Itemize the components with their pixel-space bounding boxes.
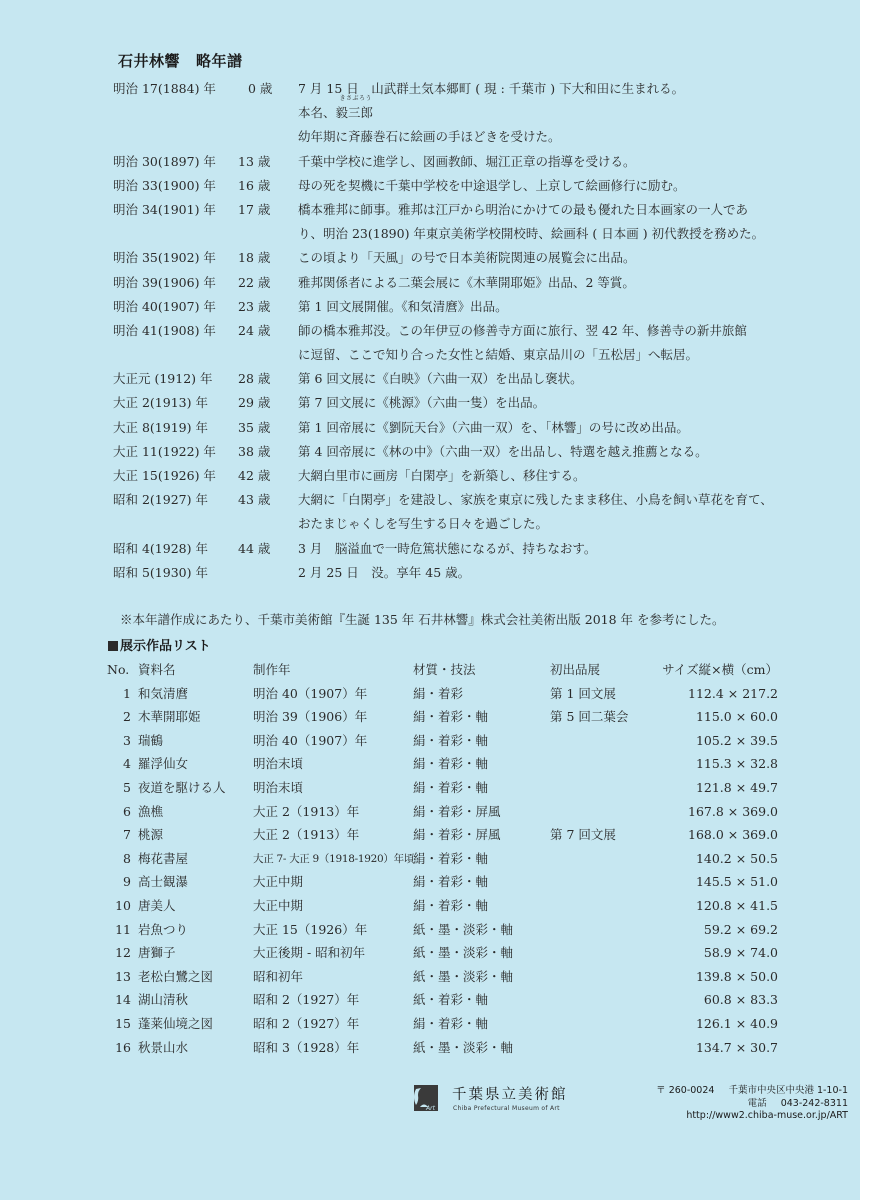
chronology-age: 42 歳 xyxy=(238,468,271,483)
chronology-event: り、明治 23(1890) 年東京美術学校開校時、絵画科 ( 日本画 ) 初代教授を務めた。 xyxy=(298,226,765,242)
chronology-era: 大正元 (1912) 年 xyxy=(113,371,213,387)
chronology-age: 24 歳 xyxy=(238,322,271,338)
chronology-event: 第 1 回帝展に《劉阮天台》（六曲一双）を、「林響」の号に改め出品。 xyxy=(298,419,689,435)
works-table xyxy=(107,658,778,1059)
chronology-era: 大正 8(1919) 年 xyxy=(113,419,208,435)
chronology-event: 大網に「白閑亭」を建設し、家族を東京に残したまま移住、小鳥を飼い草花を育て、 xyxy=(298,492,773,508)
chronology-era: 昭和 2(1927) 年 xyxy=(113,492,208,508)
chronology-event: 千葉中学校に進学し、図画教師、堀江正章の指導を受ける。 xyxy=(298,153,636,169)
chronology-event: 2 月 25 日 没。享年 45 歳。 xyxy=(298,564,471,580)
chronology-row xyxy=(113,391,833,415)
col-header-size: サイズ縦×横（cm） xyxy=(662,662,778,677)
chronology-row xyxy=(113,295,833,319)
chronology-event: 大網白里市に画房「白閑亭」を新築し、移住する。 xyxy=(298,468,586,483)
chronology-era: 明治 30(1897) 年 xyxy=(113,153,216,169)
chronology-age: 17 歳 xyxy=(238,201,271,217)
chronology-row xyxy=(113,77,833,101)
chronology-event: 第 7 回文展に《桃源》（六曲一隻）を出品。 xyxy=(298,395,546,411)
phone-label: 電話 xyxy=(747,1097,767,1109)
chronology-age: 43 歳 xyxy=(238,492,271,508)
chronology-event: 幼年期に斉藤巻石に絵画の手ほどきを受けた。 xyxy=(298,129,561,145)
works-section-title: 展示作品リスト xyxy=(108,635,211,654)
chronology-row xyxy=(113,537,833,561)
chronology-row xyxy=(113,416,833,440)
table-row: 13 老松白鷺之図 昭和初年 紙・墨・淡彩・軸 139.8 × 50.0 xyxy=(115,968,778,984)
chronology-era: 昭和 5(1930) 年 xyxy=(113,564,208,580)
table-row: 14 湖山清秋 昭和 2（1927）年 紙・着彩・軸 60.8 × 83.3 xyxy=(115,992,778,1008)
chronology-row-cont xyxy=(113,343,833,367)
chronology-event: 第 6 回文展に《白映》（六曲一双）を出品し褒状。 xyxy=(298,371,583,387)
chronology-row xyxy=(113,319,833,343)
chronology-event: おたまじゃくしを写生する日々を過ごした。 xyxy=(298,516,549,532)
chronology-era: 昭和 4(1928) 年 xyxy=(113,540,208,556)
chronology-row xyxy=(113,246,833,270)
chronology-row xyxy=(113,464,833,488)
title-subtitle: 略年譜 xyxy=(196,52,243,70)
museum-name-en: Chiba Prefectural Museum of Art xyxy=(453,1105,560,1112)
chronology-row xyxy=(113,150,833,174)
chronology-row xyxy=(113,271,833,295)
table-row: 3 瑞鶴 明治 40（1907）年 絹・着彩・軸 105.2 × 39.5 xyxy=(123,732,778,748)
table-row: 10 唐美人 大正中期 絹・着彩・軸 120.8 × 41.5 xyxy=(115,897,778,913)
chronology-event: 第 4 回帝展に《林の中》（六曲一双）を出品し、特選を越え推薦となる。 xyxy=(298,443,708,459)
table-row: 6 漁樵 大正 2（1913）年 絹・着彩・屏風 167.8 × 369.0 xyxy=(123,803,778,819)
chronology-row-cont xyxy=(113,512,833,536)
chronology-row-cont xyxy=(113,95,833,125)
chronology-event: 第 1 回文展開催。《和気清麿》出品。 xyxy=(298,298,508,314)
col-header-name: 資料名 xyxy=(138,662,176,677)
chronology-age: 13 歳 xyxy=(238,153,271,169)
chronology-era: 明治 40(1907) 年 xyxy=(113,298,216,314)
chronology-age: 44 歳 xyxy=(238,540,271,556)
page-title xyxy=(118,50,243,71)
works-table-header xyxy=(107,658,778,682)
chronology-row xyxy=(113,367,833,391)
table-row: 9 高士観瀑 大正中期 絹・着彩・軸 145.5 × 51.0 xyxy=(123,874,778,890)
chronology-row xyxy=(113,174,833,198)
chronology-era: 明治 35(1902) 年 xyxy=(113,250,216,266)
address: 千葉市中央区中央港 1-10-1 xyxy=(728,1085,848,1096)
museum-footer xyxy=(410,1083,850,1133)
chronology-age: 29 歳 xyxy=(238,395,271,411)
col-header-material: 材質・技法 xyxy=(413,662,476,677)
table-row: 15 蓬莱仙境之図 昭和 2（1927）年 絹・着彩・軸 126.1 × 40.9 xyxy=(115,1015,778,1031)
chronology-era: 大正 2(1913) 年 xyxy=(113,395,208,411)
table-row: 5 夜道を駆ける人 明治末頃 絹・着彩・軸 121.8 × 49.7 xyxy=(123,779,778,795)
chronology-row xyxy=(113,561,833,585)
chronology-event: 雅邦関係者による二葉会展に《木華開耶姫》出品、2 等賞。 xyxy=(298,274,635,290)
table-row: 8 梅花書屋 大正 7- 大正 9（1918-1920）年頃 絹・着彩・軸 140.2 × 50.5 xyxy=(123,850,778,866)
chronology-event: に逗留、ここで知り合った女性と結婚、東京品川の「五松居」へ転居。 xyxy=(298,347,699,363)
chronology xyxy=(113,77,833,585)
real-name-label: 本名、 xyxy=(298,105,336,121)
table-row: 1 和気清麿 明治 40（1907）年 絹・着彩 第 1 回文展 112.4 × 217.2 xyxy=(123,685,778,701)
chronology-age: 23 歳 xyxy=(238,298,271,314)
table-row: 16 秋景山水 昭和 3（1928）年 紙・墨・淡彩・軸 134.7 × 30.7 xyxy=(115,1039,778,1055)
website-link[interactable]: http://www2.chiba-muse.or.jp/ART xyxy=(686,1110,848,1121)
museum-contact xyxy=(656,1085,848,1123)
chronology-event: 橋本雅邦に師事。雅邦は江戸から明治にかけての最も優れた日本画家の一人であ xyxy=(298,201,749,217)
col-header-no: No. xyxy=(107,662,130,677)
table-row: 7 桃源 大正 2（1913）年 絹・着彩・屏風 第 7 回文展 168.0 × 369.0 xyxy=(123,827,778,843)
table-row: 2 木華開耶姫 明治 39（1906）年 絹・着彩・軸 第 5 回二葉会 115.0 × 60.0 xyxy=(123,709,778,725)
real-name-ruby: きさぶろう 毅三郎 xyxy=(335,95,374,121)
chronology-row xyxy=(113,488,833,512)
chronology-row-cont xyxy=(113,222,833,246)
reference-note: ※本年譜作成にあたり、千葉市美術館『生誕 135 年 石井林響』株式会社美術出版 2018 年 を参考にした。 xyxy=(120,612,725,627)
chronology-era: 明治 17(1884) 年 xyxy=(113,81,216,96)
chronology-era: 明治 34(1901) 年 xyxy=(113,201,216,217)
chronology-event xyxy=(298,95,374,125)
table-row: 4 羅浮仙女 明治末頃 絹・着彩・軸 115.3 × 32.8 xyxy=(123,756,778,772)
chronology-age: 22 歳 xyxy=(238,274,271,290)
chronology-age: 18 歳 xyxy=(238,250,271,266)
chronology-event: 師の橋本雅邦没。この年伊豆の修善寺方面に旅行、翌 42 年、修善寺の新井旅館 xyxy=(298,322,747,338)
chronology-event: この頃より「天風」の号で日本美術院関連の展覧会に出品。 xyxy=(298,250,636,266)
chronology-era: 明治 33(1900) 年 xyxy=(113,177,216,193)
square-bullet-icon xyxy=(108,641,118,651)
museum-logo-icon xyxy=(410,1083,440,1113)
chronology-era: 大正 11(1922) 年 xyxy=(113,443,216,459)
chronology-age: 16 歳 xyxy=(238,177,271,193)
postal-code: 〒 260-0024 xyxy=(656,1085,715,1096)
chronology-event: 3 月 脳溢血で一時危篤状態になるが、持ちなおす。 xyxy=(298,540,597,556)
chronology-age: 0 歳 xyxy=(248,81,273,96)
chronology-event: 母の死を契機に千葉中学校を中途退学し、上京して絵画修行に励む。 xyxy=(298,177,686,193)
chronology-era: 明治 41(1908) 年 xyxy=(113,322,216,338)
chronology-era: 大正 15(1926) 年 xyxy=(113,468,216,483)
chronology-row xyxy=(113,440,833,464)
chronology-age: 38 歳 xyxy=(238,443,271,459)
chronology-row xyxy=(113,198,833,222)
chronology-age: 28 歳 xyxy=(238,371,271,387)
col-header-exhibition: 初出品展 xyxy=(550,662,601,677)
table-row: 11 岩魚つり 大正 15（1926）年 紙・墨・淡彩・軸 59.2 × 69.2 xyxy=(115,921,778,937)
museum-name: 千葉県立美術館 xyxy=(452,1087,568,1103)
table-row: 12 唐獅子 大正後期 - 昭和初年 紙・墨・淡彩・軸 58.9 × 74.0 xyxy=(115,945,778,961)
chronology-age: 35 歳 xyxy=(238,419,271,435)
chronology-era: 明治 39(1906) 年 xyxy=(113,274,216,290)
phone-number: 043-242-8311 xyxy=(780,1097,848,1109)
chronology-row-cont xyxy=(113,125,833,149)
chronology-event: 7 月 15 日 山武群土気本郷町 ( 現 : 千葉市 ) 下大和田に生まれる。 xyxy=(298,81,685,96)
svg-text:Art: Art xyxy=(426,1105,435,1112)
col-header-date: 制作年 xyxy=(253,662,291,677)
artist-name: 石井林響 xyxy=(118,52,181,70)
